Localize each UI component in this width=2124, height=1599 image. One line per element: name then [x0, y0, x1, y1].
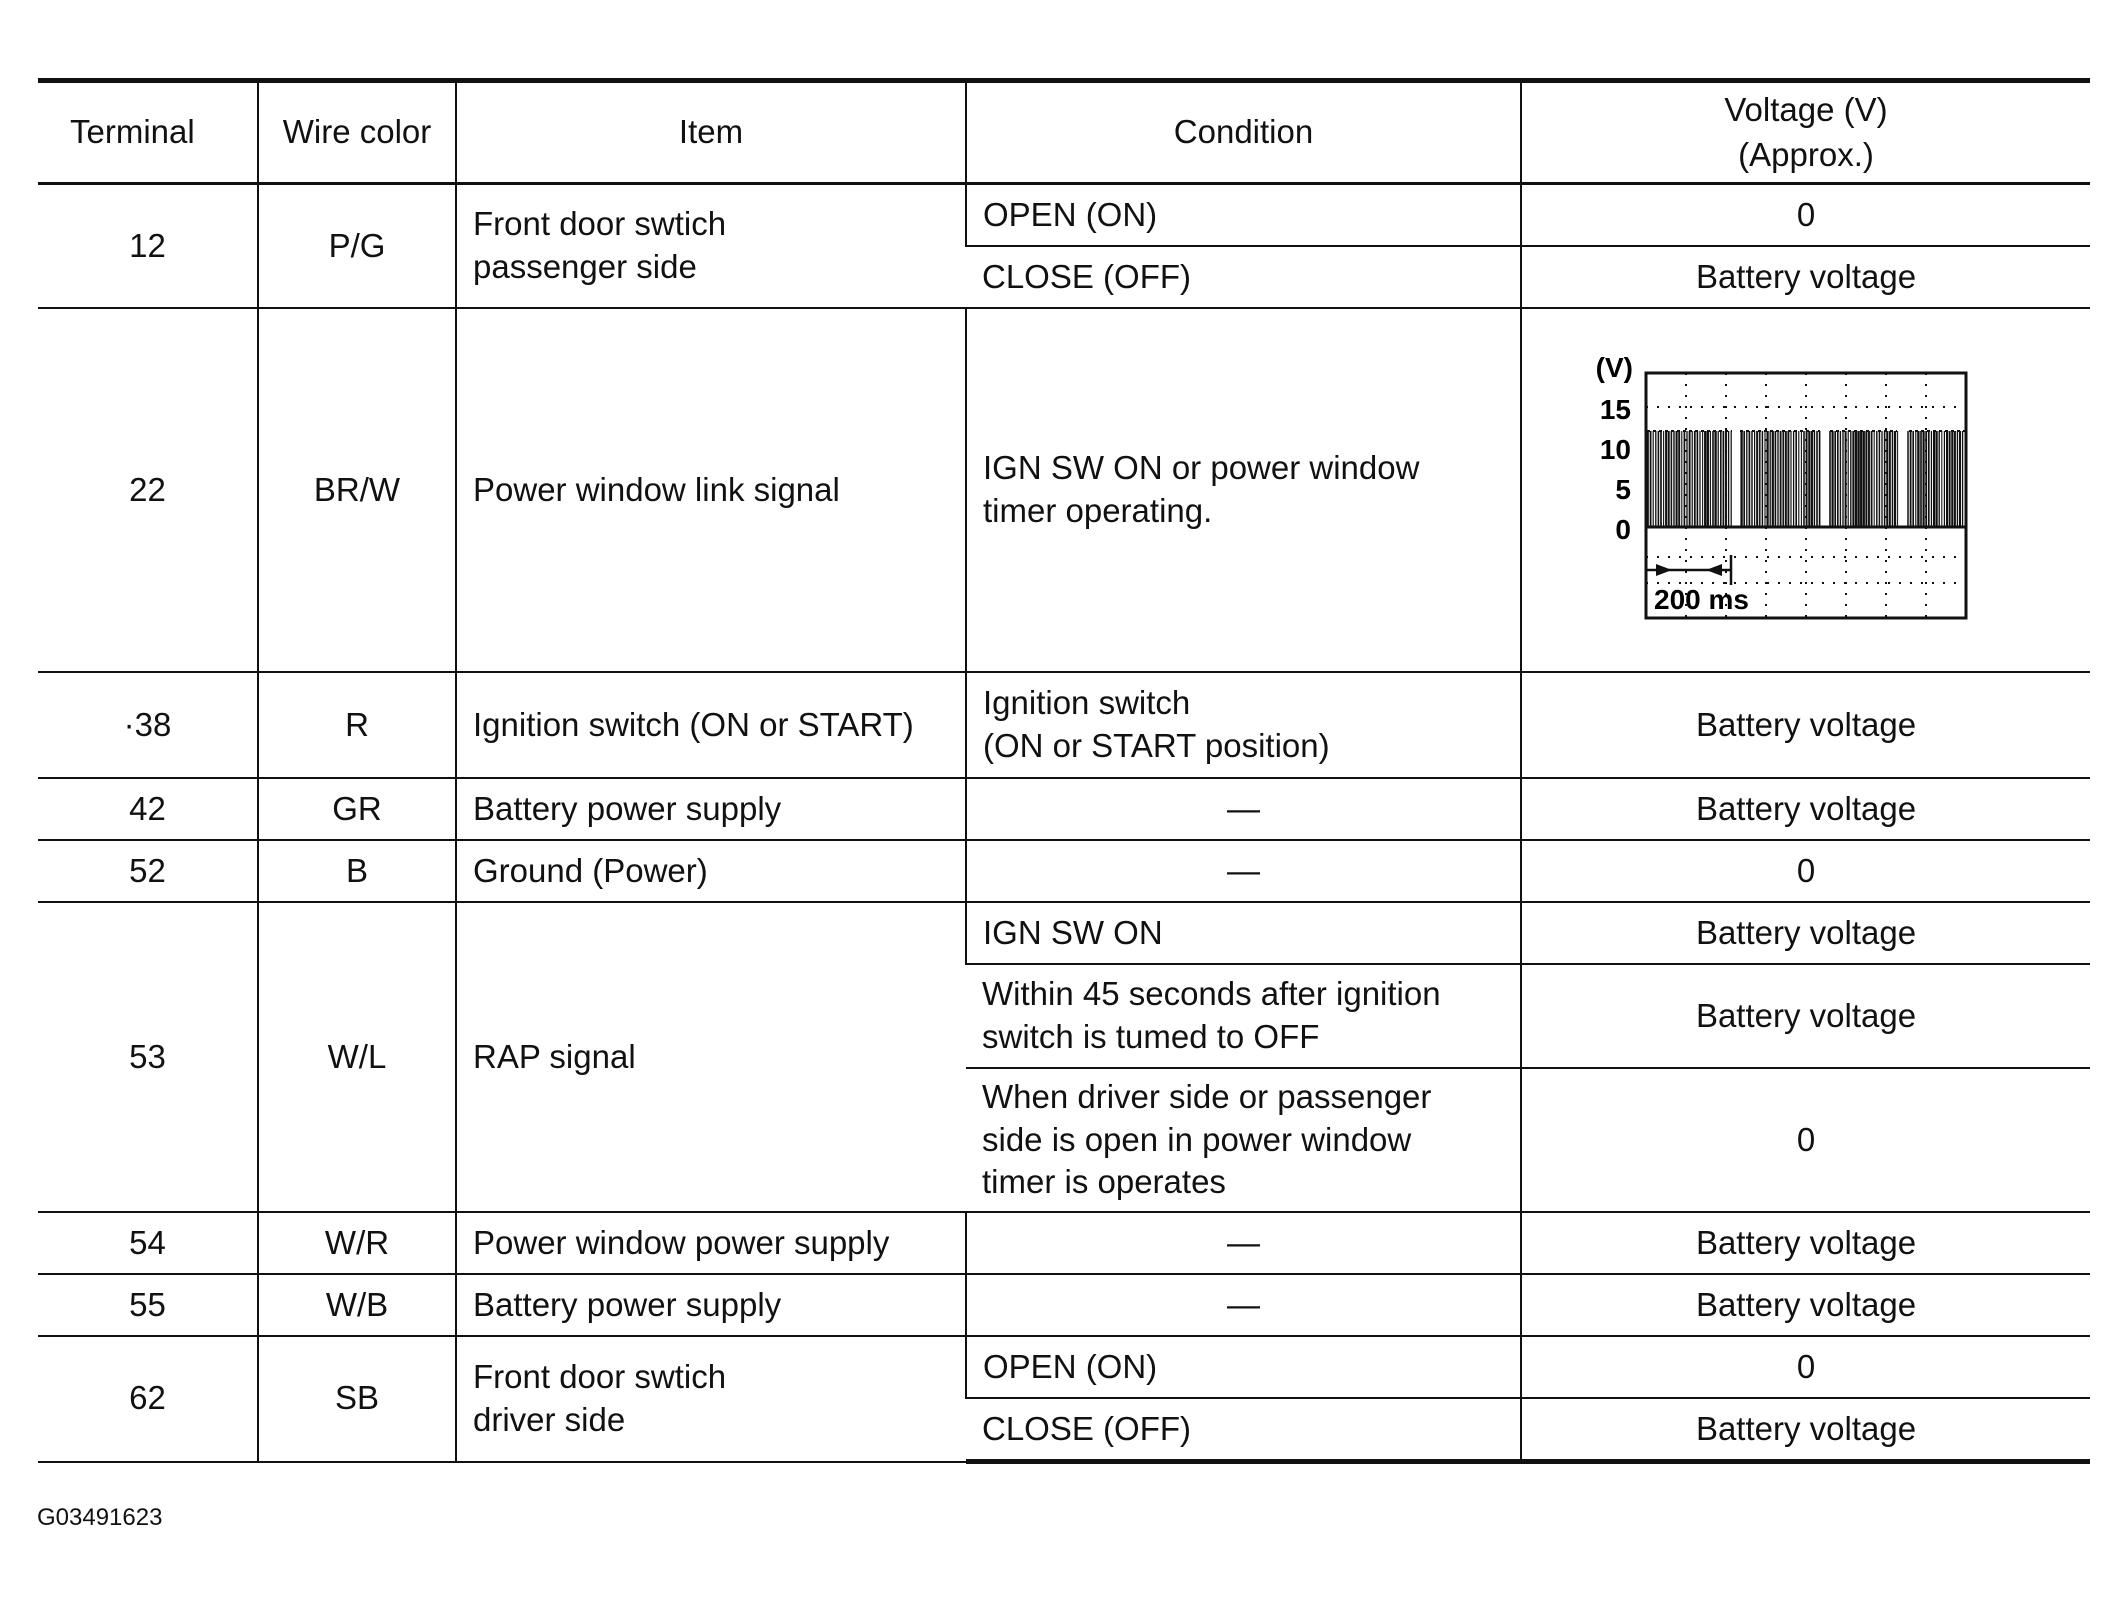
time-scale-marker: [1646, 555, 1731, 585]
terminal-table: [38, 78, 2090, 1464]
item-cell: Power window power supply: [456, 1212, 966, 1274]
voltage-cell: Battery voltage: [1521, 902, 2090, 964]
item-cell: RAP signal: [456, 902, 966, 1212]
condition-text-line: (ON or START position): [983, 727, 1330, 764]
voltage-waveform-cell: [1521, 308, 2090, 672]
header-condition: Condition: [966, 81, 1521, 184]
item-text-line: passenger side: [473, 248, 697, 285]
table-row: [38, 308, 2090, 672]
wire-color-cell: SB: [258, 1336, 456, 1462]
condition-cell: —: [966, 840, 1521, 902]
terminal-cell: 22: [38, 308, 258, 672]
condition-cell: CLOSE (OFF): [966, 1398, 1521, 1462]
header-terminal: Terminal: [38, 81, 258, 184]
header-voltage: [1521, 81, 2090, 184]
header-item: Item: [456, 81, 966, 184]
terminal-cell: 12: [38, 184, 258, 309]
voltage-cell: 0: [1521, 840, 2090, 902]
terminal-cell: 52: [38, 840, 258, 902]
condition-text-line: IGN SW ON or power window: [983, 449, 1420, 487]
wire-color-cell: B: [258, 840, 456, 902]
condition-text-line: switch is tumed to OFF: [982, 1018, 1320, 1055]
wire-color-cell: BR/W: [258, 308, 456, 672]
condition-text-line: Within 45 seconds after ignition: [982, 975, 1441, 1013]
wire-color-cell: W/L: [258, 902, 456, 1212]
condition-text-line: timer operating.: [983, 492, 1213, 529]
terminal-cell: 54: [38, 1212, 258, 1274]
terminal-cell: 42: [38, 778, 258, 840]
waveform-figure: [1538, 355, 2074, 625]
y-tick-label: 0: [1615, 514, 1631, 545]
table-row: [38, 672, 2090, 778]
terminal-cell: ·38: [38, 672, 258, 778]
header-voltage-line1: Voltage (V): [1724, 90, 1888, 128]
voltage-cell: Battery voltage: [1521, 778, 2090, 840]
wire-color-cell: W/R: [258, 1212, 456, 1274]
item-cell: Battery power supply: [456, 1274, 966, 1336]
item-cell: [456, 1336, 966, 1462]
voltage-cell: Battery voltage: [1521, 1398, 2090, 1462]
header-row: [38, 81, 2090, 184]
voltage-cell: 0: [1521, 1068, 2090, 1212]
condition-cell: [966, 672, 1521, 778]
item-text-line: Front door swtich: [473, 205, 727, 243]
condition-text-line: side is open in power window: [982, 1120, 1412, 1158]
condition-cell: [966, 964, 1521, 1068]
wire-color-cell: GR: [258, 778, 456, 840]
waveform-chart: [1591, 355, 2021, 625]
condition-text-line: Ignition switch: [983, 684, 1191, 722]
header-wire-color: Wire color: [258, 81, 456, 184]
y-tick-label: 5: [1615, 474, 1631, 505]
condition-cell: —: [966, 1212, 1521, 1274]
y-tick-label: 10: [1599, 434, 1631, 465]
y-unit-label: (V): [1595, 355, 1633, 383]
item-text-line: Front door swtich: [473, 1357, 727, 1395]
condition-cell: CLOSE (OFF): [966, 246, 1521, 308]
condition-cell: [966, 1068, 1521, 1212]
voltage-cell: Battery voltage: [1521, 246, 2090, 308]
item-cell: Battery power supply: [456, 778, 966, 840]
voltage-cell: 0: [1521, 184, 2090, 247]
condition-cell: [966, 308, 1521, 672]
condition-cell: —: [966, 1274, 1521, 1336]
item-cell: Power window link signal: [456, 308, 966, 672]
terminal-cell: 55: [38, 1274, 258, 1336]
voltage-cell: Battery voltage: [1521, 672, 2090, 778]
item-cell: [456, 184, 966, 309]
condition-cell: OPEN (ON): [966, 1336, 1521, 1398]
condition-cell: OPEN (ON): [966, 184, 1521, 247]
voltage-cell: Battery voltage: [1521, 964, 2090, 1068]
condition-cell: IGN SW ON: [966, 902, 1521, 964]
figure-code: G03491623: [37, 1504, 163, 1531]
table-row: [38, 1274, 2090, 1336]
waveform-signal: [1646, 431, 1966, 527]
table-row: [38, 1336, 2090, 1398]
voltage-cell: Battery voltage: [1521, 1274, 2090, 1336]
terminal-cell: 62: [38, 1336, 258, 1462]
time-scale-label: 200 ms: [1654, 584, 1749, 615]
table-row: [38, 778, 2090, 840]
table-row: [38, 1212, 2090, 1274]
voltage-cell: 0: [1521, 1336, 2090, 1398]
item-cell: Ignition switch (ON or START): [456, 672, 966, 778]
condition-text-line: timer is operates: [982, 1163, 1226, 1201]
condition-cell: —: [966, 778, 1521, 840]
item-cell: Ground (Power): [456, 840, 966, 902]
condition-text-line: When driver side or passenger: [982, 1077, 1432, 1115]
wire-color-cell: W/B: [258, 1274, 456, 1336]
table-row: [38, 184, 2090, 247]
table-row: [38, 902, 2090, 964]
voltage-cell: Battery voltage: [1521, 1212, 2090, 1274]
wire-color-cell: R: [258, 672, 456, 778]
item-text-line: driver side: [473, 1400, 626, 1438]
y-tick-label: 15: [1599, 394, 1631, 425]
wire-color-cell: P/G: [258, 184, 456, 309]
table-row: [38, 840, 2090, 902]
terminal-cell: 53: [38, 902, 258, 1212]
header-voltage-line2: (Approx.): [1738, 135, 1874, 173]
